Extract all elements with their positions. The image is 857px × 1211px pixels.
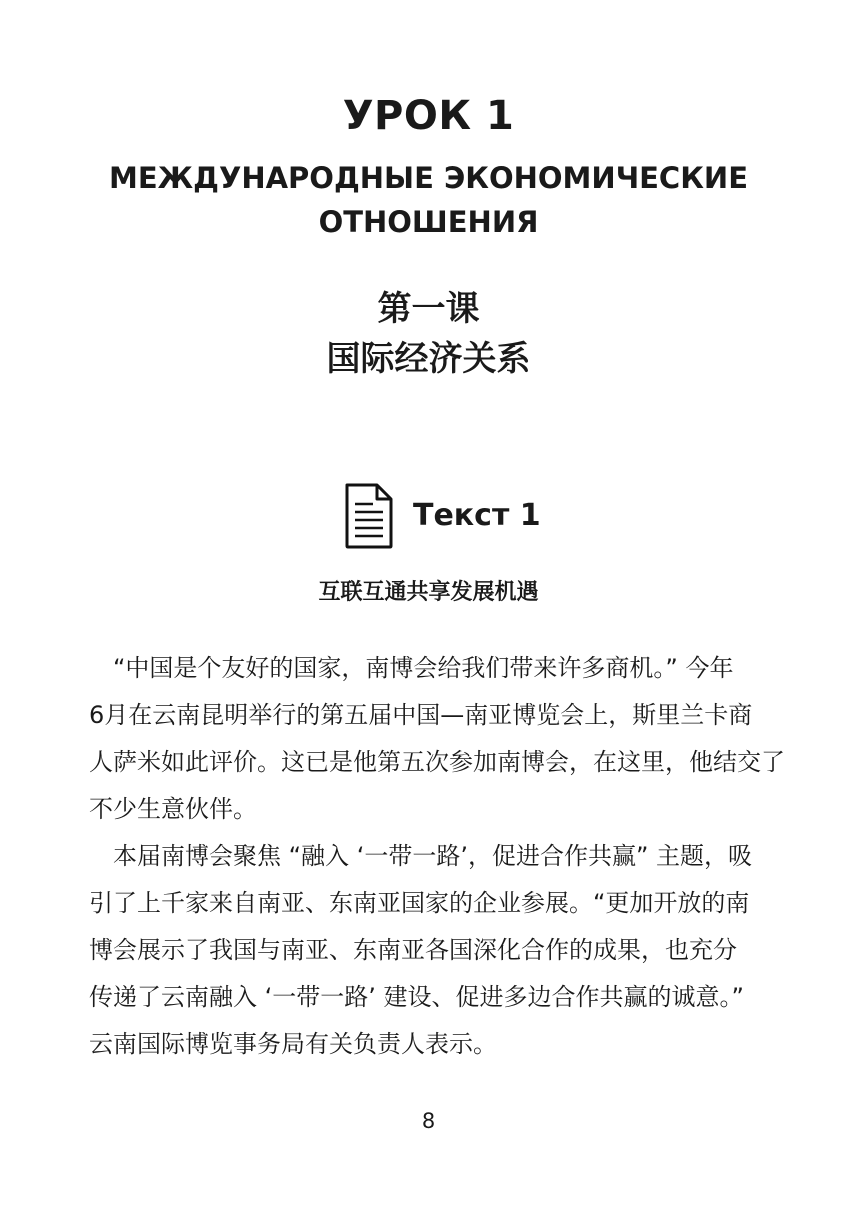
chinese-lesson-topic: 国际经济关系 (326, 339, 531, 379)
lesson-title: УРОК 1 (342, 93, 515, 139)
document-icon (343, 482, 395, 550)
body-line: 传递了云南融入 ‘一带一路’ 建设、促进多边合作共赢的诚意。” (89, 983, 744, 1011)
lesson-subtitle: МЕЖДУНАРОДНЫЕ ЭКОНОМИЧЕСКИЕ ОТНОШЕНИЯ (108, 161, 749, 239)
article-title: 互联互通共享发展机遇 (318, 580, 539, 605)
page-number: 8 (421, 1109, 436, 1133)
body-line: 博会展示了我国与南亚、东南亚各国深化合作的成果，也充分 (89, 936, 737, 964)
text-section-heading (343, 482, 541, 550)
body-line: 引了上千家来自南亚、东南亚国家的企业参展。“更加开放的南 (89, 889, 750, 917)
body-line: 云南国际博览事务局有关负责人表示。 (89, 1030, 497, 1058)
body-line: 人萨米如此评价。这已是他第五次参加南博会，在这里，他结交了 (89, 748, 785, 776)
text-section-label: Текст 1 (413, 498, 541, 533)
body-line: 本届南博会聚焦 “融入 ‘一带一路’，促进合作共赢” 主题，吸 (89, 842, 753, 870)
body-line: 不少生意伙伴。 (89, 795, 257, 823)
chinese-lesson-title: 第一课 (377, 289, 480, 329)
body-line: “中国是个友好的国家，南博会给我们带来许多商机。” 今年 (89, 654, 734, 682)
body-line: 6月在云南昆明举行的第五届中国—南亚博览会上，斯里兰卡商 (89, 701, 753, 729)
article-body (89, 645, 785, 1068)
